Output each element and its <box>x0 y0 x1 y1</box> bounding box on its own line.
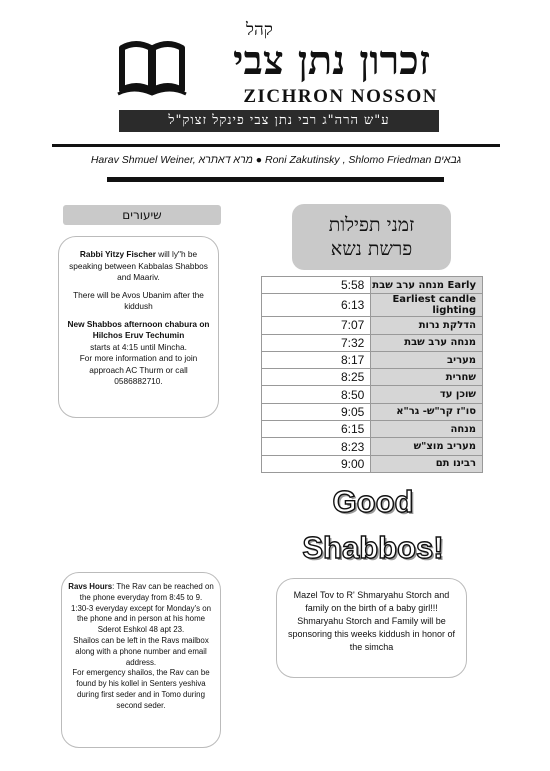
rav-title: מרא דאתרא <box>198 154 253 166</box>
chabura-info: For more information and to join approach AC Thurm or call 0586882710. <box>79 353 198 386</box>
gabaim-names: Roni Zakutinsky , Shlomo Friedman <box>264 154 432 166</box>
zman-row <box>262 455 483 472</box>
rav-hours-emergency: For emergency shailos, the Rav can be found by his kollel in Senters yeshiva during first seder and in Tomo during second seder. <box>72 668 210 710</box>
shiurim-heading: שיעורים <box>63 205 221 225</box>
avos-ubanim-note: There will be Avos Ubanim after the kiddush <box>73 289 204 311</box>
zman-row <box>262 334 483 351</box>
zman-name: מעריב <box>371 351 483 368</box>
zman-row <box>262 294 483 317</box>
open-book-icon <box>116 40 188 98</box>
zman-name: סו"ז קר"ש- גר"א <box>371 403 483 420</box>
chabura-title <box>65 319 212 342</box>
zman-time: 8:50 <box>262 386 371 403</box>
chabura-time: starts at 4:15 until Mincha. <box>90 341 187 352</box>
zman-row <box>262 438 483 455</box>
zmanim-title: זמני תפילות <box>328 214 415 236</box>
gabaim-title: גבאים <box>434 154 462 166</box>
shiur-item <box>65 249 212 284</box>
chabura-heading: New Shabbos afternoon chabura on Hilchos Eruv Techumin <box>67 318 210 340</box>
header-divider <box>52 144 500 147</box>
zman-time: 7:32 <box>262 334 371 351</box>
zmanim-heading <box>292 204 451 270</box>
zman-name: רבינו תם <box>371 455 483 472</box>
header-bottom-divider <box>107 177 444 182</box>
rav-hours-label: Ravs Hours <box>68 582 113 591</box>
zman-time: 6:15 <box>262 421 371 438</box>
zman-name: Earliest candle lighting <box>371 294 483 317</box>
rav-hours-afternoon: 1:30-3 everyday except for Monday's on the phone and in person at his home Sderot Eshkol 48 apt 23. <box>70 603 212 635</box>
zman-time: 9:00 <box>262 455 371 472</box>
kahal-label: קהל <box>246 20 273 40</box>
zman-time: 8:17 <box>262 351 371 368</box>
zman-row <box>262 421 483 438</box>
mazel-tov-box <box>276 578 467 678</box>
parsha-name: פרשת נשא <box>330 238 413 260</box>
mazel-tov-text: Mazel Tov to R' Shmaryahu Storch and family on the birth of a baby girl!!! <box>293 590 450 613</box>
zman-name: מעריב מוצ"ש <box>371 438 483 455</box>
speaker-name: Rabbi Yitzy Fischer <box>79 249 156 259</box>
zman-name: מנחה ערב שבת <box>371 334 483 351</box>
shiur-text: will ly"h be speaking between Kabbalas Shabbos and Maariv. <box>69 249 208 282</box>
zman-row <box>262 403 483 420</box>
zman-time: 9:05 <box>262 403 371 420</box>
good-shabbos-line1: Good <box>332 484 414 519</box>
zman-row <box>262 277 483 294</box>
rav-hours-phone: : The Rav can be reached on the phone everyday from 8:45 to 9. <box>79 582 214 602</box>
rav-hours-intro <box>67 582 215 604</box>
rav-name: Harav Shmuel Weiner <box>90 154 193 166</box>
rav-hours-mailbox: Shailos can be left in the Ravs mailbox along with a phone number and email address. <box>73 635 209 667</box>
kiddush-sponsor-text: Shmaryahu Storch and Family will be sponsoring this weeks kiddush in honor of the simcha <box>287 616 456 652</box>
congregation-english-name: ZICHRON NOSSON <box>243 86 438 107</box>
zman-name: שחרית <box>371 369 483 386</box>
staff-line: Harav Shmuel Weiner, מרא דאתרא ● Roni Zakutinsky , Shlomo Friedman גבאים <box>90 154 462 166</box>
zman-row <box>262 317 483 334</box>
zman-time: 8:25 <box>262 369 371 386</box>
zman-name: מנחה ערב שבת Early <box>371 277 483 294</box>
shiurim-box <box>58 236 219 418</box>
memorial-banner: ע"ש הרה"ג רבי נתן צבי פינקל זצוק"ל <box>119 110 439 132</box>
zman-name: שוכן עד <box>371 386 483 403</box>
zman-name: מנחה <box>371 421 483 438</box>
rav-hours-box <box>61 572 221 748</box>
zman-row <box>262 386 483 403</box>
zmanim-table <box>261 276 483 473</box>
zman-row <box>262 351 483 368</box>
separator-bullet: ● <box>255 154 263 166</box>
zman-name: הדלקת נרות <box>371 317 483 334</box>
good-shabbos-line2: Shabbos! <box>302 530 444 565</box>
zman-time: 6:13 <box>262 294 371 317</box>
zman-row <box>262 369 483 386</box>
zman-time: 5:58 <box>262 277 371 294</box>
zman-time: 7:07 <box>262 317 371 334</box>
zman-time: 8:23 <box>262 438 371 455</box>
congregation-hebrew-name: זכרון נתן צבי <box>233 37 430 84</box>
